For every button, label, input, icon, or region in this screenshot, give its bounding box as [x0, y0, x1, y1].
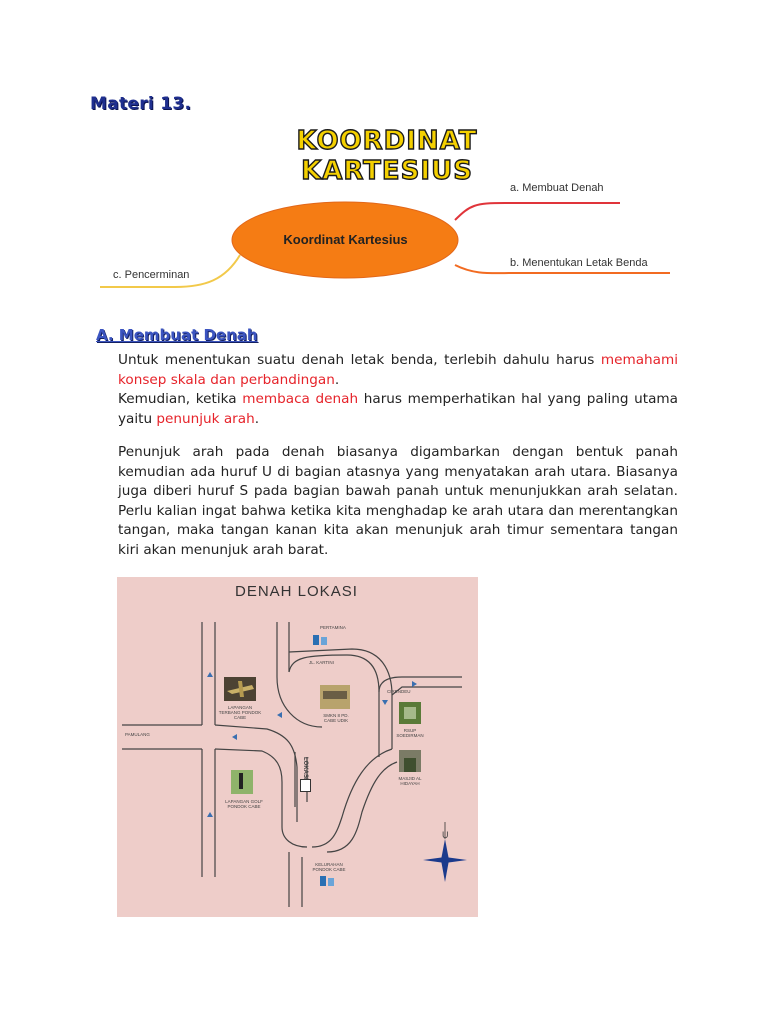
p2-highlight-1: membaca denah: [242, 391, 359, 407]
label-lokasi: LOKASI: [302, 757, 308, 780]
section-heading: A. Membuat Denah: [96, 326, 258, 344]
p2-text: Kemudian, ketika: [118, 391, 243, 407]
label-cirendeu: CIRENDEU: [387, 689, 411, 694]
branch-b-label: b. Menentukan Letak Benda: [510, 257, 648, 269]
label-school: SMKN 8 PD. CABE UDIK: [323, 713, 349, 723]
p2-text-2: harus memperhatikan hal yang paling utama yaitu: [118, 391, 678, 427]
golf-photo: [231, 770, 253, 794]
airfield-photo: [224, 677, 256, 701]
school-photo: [320, 685, 350, 709]
airplane-icon: [224, 677, 256, 701]
location-map: [117, 577, 478, 917]
label-airfield: LAPANGAN TERBANG PONDOK CABE: [218, 705, 262, 720]
map-title: DENAH LOKASI: [235, 583, 358, 600]
label-pamulang: PAMULANG: [125, 732, 150, 737]
p2-highlight-2: penunjuk arah: [156, 410, 255, 427]
hospital-photo: [399, 702, 421, 724]
paragraph-2: [118, 390, 678, 429]
label-jl-kartini: JL. KARTINI: [309, 660, 334, 665]
branch-a-label: a. Membuat Denah: [510, 182, 604, 194]
p1-highlight: memahami konsep skala dan perbandingan: [118, 352, 678, 388]
paragraph-3: Penunjuk arah pada denah biasanya digambarkan dengan bentuk panah kemudian ada huruf U di bagian atasnya yang menyatakan arah utara. Biasanya juga diberi huruf S pada bagian bawah panah untuk menunjukkan arah selatan. Perlu kalian ingat bahwa ketika kita menghadap ke arah utara dan merentangkan tangan, maka tangan kanan kita akan menunjuk arah timur sementara tangan kiri akan menunjuk arah barat.: [118, 444, 678, 558]
center-node-label: Koordinat Kartesius: [283, 232, 408, 247]
gas-station-icon: [310, 630, 330, 650]
p2-end: .: [254, 410, 260, 427]
label-mosque: MASJID AL HIDAYAH: [398, 776, 422, 786]
page-title: KOORDINAT KARTESIUS: [296, 126, 478, 186]
map-roads: [117, 577, 478, 917]
paragraph-1: [118, 351, 678, 390]
label-golf: LAPANGAN GOLF PONDOK CABE: [225, 799, 263, 809]
p1-text: Untuk menentukan suatu denah letak benda, terlebih dahulu harus: [118, 352, 601, 368]
p1-end: .: [334, 371, 340, 388]
mind-map: [95, 175, 675, 300]
materi-label: Materi 13.: [90, 94, 192, 114]
location-marker-icon: [300, 779, 311, 792]
label-kelurahan: KELURAHAN PONDOK CABE: [312, 862, 346, 872]
label-pertamina: PERTAMINA: [320, 625, 346, 630]
label-hospital: RSUP SOEDIRMAN: [396, 728, 424, 738]
branch-c-label: c. Pencerminan: [113, 269, 190, 281]
kelurahan-building-icon: [317, 871, 337, 891]
branch-a-line: [455, 203, 620, 220]
compass-north-label: U: [442, 830, 449, 840]
mosque-photo: [399, 750, 421, 772]
